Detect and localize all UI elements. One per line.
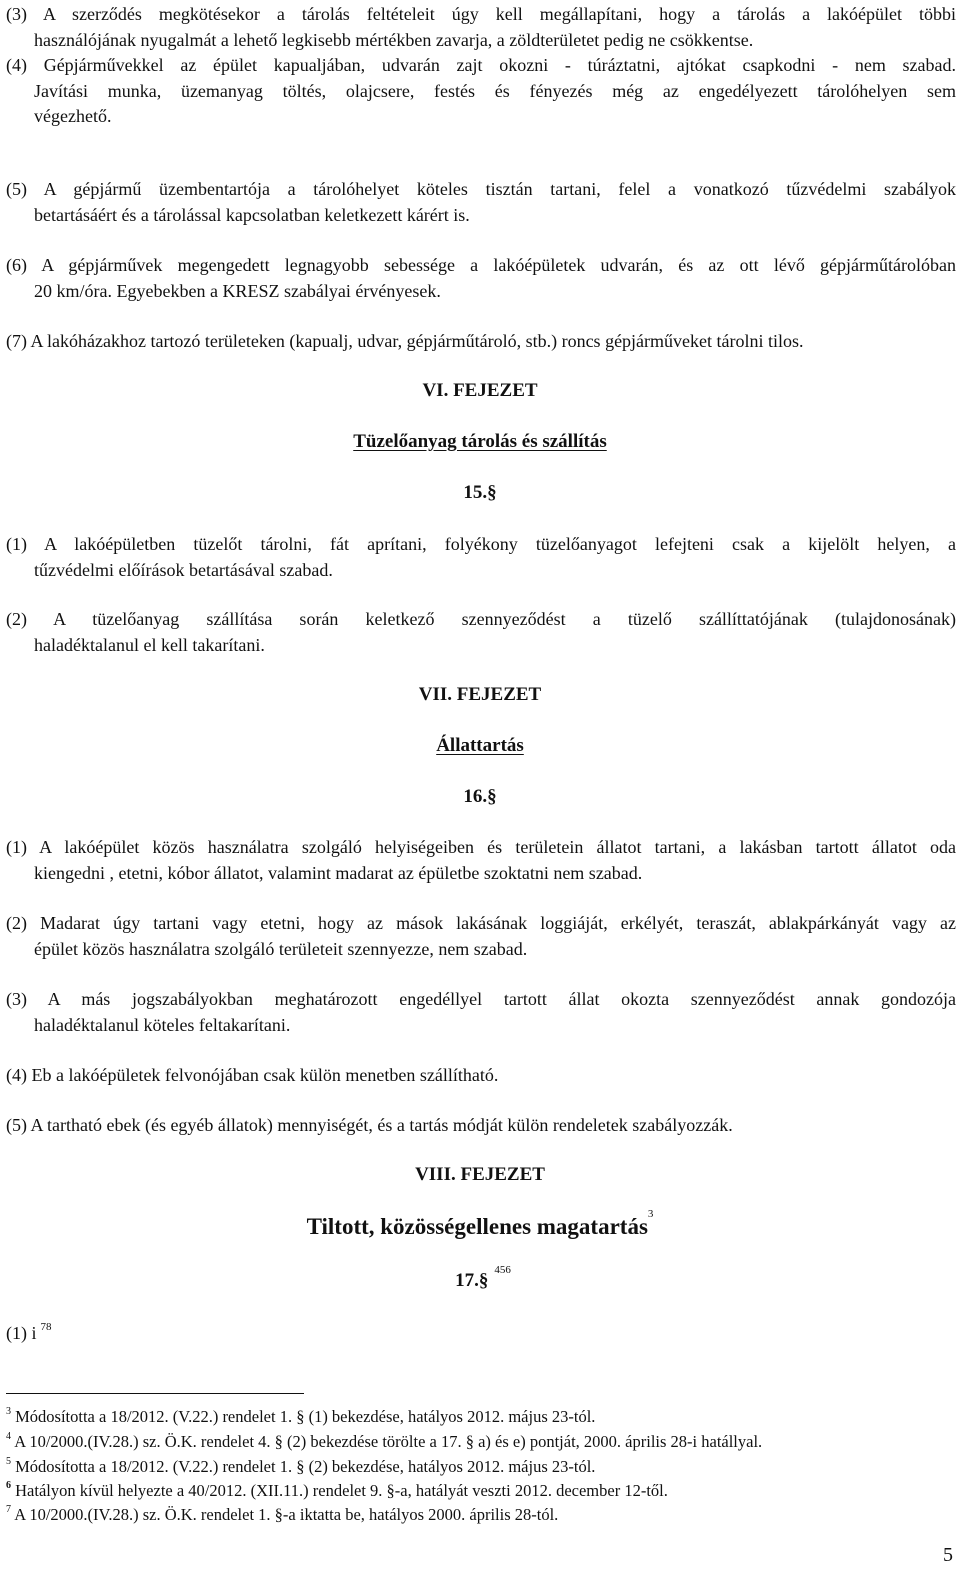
paragraph-line: (2) A tüzelőanyag szállítása során keletkező szennyeződést a tüzelő szállíttatójának (tulajdonosának) — [6, 609, 956, 629]
section-heading-15 — [0, 482, 960, 504]
paragraph-5-5 — [6, 177, 956, 228]
footnote-6 — [6, 1480, 956, 1502]
footnote-separator — [6, 1393, 304, 1394]
footnote-number: 5 — [6, 1456, 11, 1467]
paragraph-line: (3) A szerződés megkötésekor a tárolás feltételeit úgy kell megállapítani, hogy a tárolás a lakóépület többi — [6, 4, 956, 24]
footnote-number: 6 — [6, 1480, 11, 1491]
footnote-5 — [6, 1456, 956, 1478]
paragraph-line: haladéktalanul köteles feltakarítani. — [34, 1014, 291, 1035]
section-heading-17 — [0, 1264, 960, 1292]
paragraph-line: (1) A lakóépületben tüzelőt tárolni, fát aprítani, folyékony tüzelőanyagot lefejteni csak a kijelölt helyen, a — [6, 534, 956, 554]
paragraph-line: (1) A lakóépület közös használatra szolgáló helyiségeiben és területein állatot tartani, a lakásban tartott állatot oda — [6, 837, 956, 857]
footnote-text: Módosította a 18/2012. (V.22.) rendelet 1. § (1) bekezdése, hatályos 2012. május 23-tól. — [15, 1407, 596, 1426]
paragraph-line: (7) A lakóházakhoz tartozó területeken (kapualj, udvar, gépjárműtároló, stb.) roncs gépjárműveket tárolni tilos. — [6, 331, 804, 351]
footnote-ref[interactable]: 78 — [40, 1321, 52, 1333]
paragraph-line: tűzvédelmi előírások betartásával szabad. — [34, 559, 333, 580]
paragraph-line: betartásáért és a tárolással kapcsolatban keletkezett kárért is. — [34, 204, 470, 225]
footnote-text: A 10/2000.(IV.28.) sz. Ö.K. rendelet 1. §-a iktatta be, hatályos 2000. április 28-tól. — [14, 1505, 559, 1524]
paragraph-line: 20 km/óra. Egyebekben a KRESZ szabályai érvényesek. — [34, 280, 441, 301]
paragraph-5-4 — [6, 53, 956, 130]
footnote-text: Módosította a 18/2012. (V.22.) rendelet 1. § (2) bekezdése, hatályos 2012. május 23-tól. — [15, 1457, 596, 1476]
chapter-title-text: Tiltott, közösségellenes magatartás — [306, 1214, 648, 1239]
section-number: 17. — [455, 1270, 479, 1291]
footnote-number: 4 — [6, 1431, 11, 1442]
chapter-heading-vi: VI. FEJEZET — [422, 380, 538, 401]
chapter-title-vi: Tüzelőanyag tárolás és szállítás — [353, 431, 607, 452]
chapter-title-vii: Állattartás — [436, 735, 524, 756]
paragraph-line: haladéktalanul el kell takarítani. — [34, 634, 265, 655]
footnote-ref[interactable]: 3 — [647, 1208, 654, 1220]
paragraph-line: (4) Gépjárművekkel az épület kapualjában, udvarán zajt okozni - túráztatni, ajtókat csapkodni - nem szabad. — [6, 55, 956, 75]
footnote-number: 7 — [6, 1504, 11, 1515]
paragraph-line: használójának nyugalmát a lehető legkisebb mértékben zavarja, a zöldterületet pedig ne csökkentse. — [34, 29, 754, 50]
footnote-ref[interactable]: 456 — [494, 1264, 511, 1276]
paragraph-16-3 — [6, 987, 956, 1038]
paragraph-line: (5) A tartható ebek (és egyéb állatok) mennyiségét, és a tartás módját külön rendeletek szabályozzák. — [6, 1115, 733, 1135]
section-symbol: § — [487, 482, 497, 503]
paragraph-5-3 — [6, 2, 956, 53]
section-number: 16. — [463, 786, 488, 807]
footnote-3 — [6, 1406, 956, 1428]
paragraph-line: (6) A gépjárművek megengedett legnagyobb sebessége a lakóépületek udvarán, és az ott lévő gépjárműtárolóban — [6, 255, 956, 275]
chapter-title-viii — [0, 1208, 960, 1240]
paragraph-16-1 — [6, 835, 956, 886]
paragraph-16-5 — [6, 1113, 956, 1139]
section-heading-16 — [0, 786, 960, 808]
paragraph-text: (1) i — [6, 1323, 37, 1343]
paragraph-16-2 — [6, 911, 956, 962]
footnote-number: 3 — [6, 1406, 11, 1417]
paragraph-5-7 — [6, 329, 956, 355]
section-symbol: § — [478, 1270, 489, 1291]
paragraph-17-1 — [6, 1321, 956, 1347]
chapter-heading-vii: VII. FEJEZET — [418, 684, 542, 705]
page-number: 5 — [943, 1544, 953, 1566]
footnote-7 — [6, 1504, 956, 1526]
paragraph-line: (2) Madarat úgy tartani vagy etetni, hogy az mások lakásának loggiáját, erkélyét, teraszát, ablakpárkányát vagy az — [6, 913, 956, 933]
footnote-4 — [6, 1431, 956, 1453]
paragraph-line: kiengedni , etetni, kóbor állatot, valamint madarat az épületbe szoktatni nem szabad. — [34, 862, 643, 883]
paragraph-line: épület közös használatra szolgáló területeit szennyezze, nem szabad. — [34, 938, 528, 959]
paragraph-line: végezhető. — [34, 106, 112, 126]
paragraph-line: Javítási munka, üzemanyag töltés, olajcsere, festés és fényezés még az engedélyezett tárolóhelyen sem — [34, 80, 956, 101]
paragraph-line: (3) A más jogszabályokban meghatározott engedéllyel tartott állat okozta szennyeződést annak gondozója — [6, 989, 956, 1009]
footnote-text: A 10/2000.(IV.28.) sz. Ö.K. rendelet 4. § (2) bekezdése törölte a 17. § a) és e) pontját, 2000. április 28-i hatállyal. — [14, 1432, 763, 1451]
paragraph-15-1 — [6, 532, 956, 583]
section-symbol: § — [487, 786, 497, 807]
footnote-text: Hatályon kívül helyezte a 40/2012. (XII.11.) rendelet 9. §-a, hatályát veszti 2012. december 12-től. — [15, 1481, 668, 1500]
paragraph-line: (5) A gépjármű üzembentartója a tárolóhelyet köteles tisztán tartani, felel a vonatkozó tűzvédelmi szabályok — [6, 179, 956, 199]
chapter-heading-viii: VIII. FEJEZET — [415, 1164, 545, 1185]
paragraph-16-4 — [6, 1063, 956, 1089]
paragraph-5-6 — [6, 253, 956, 304]
paragraph-line: (4) Eb a lakóépületek felvonójában csak külön menetben szállítható. — [6, 1065, 499, 1085]
paragraph-15-2 — [6, 607, 956, 658]
section-number: 15. — [463, 482, 488, 503]
